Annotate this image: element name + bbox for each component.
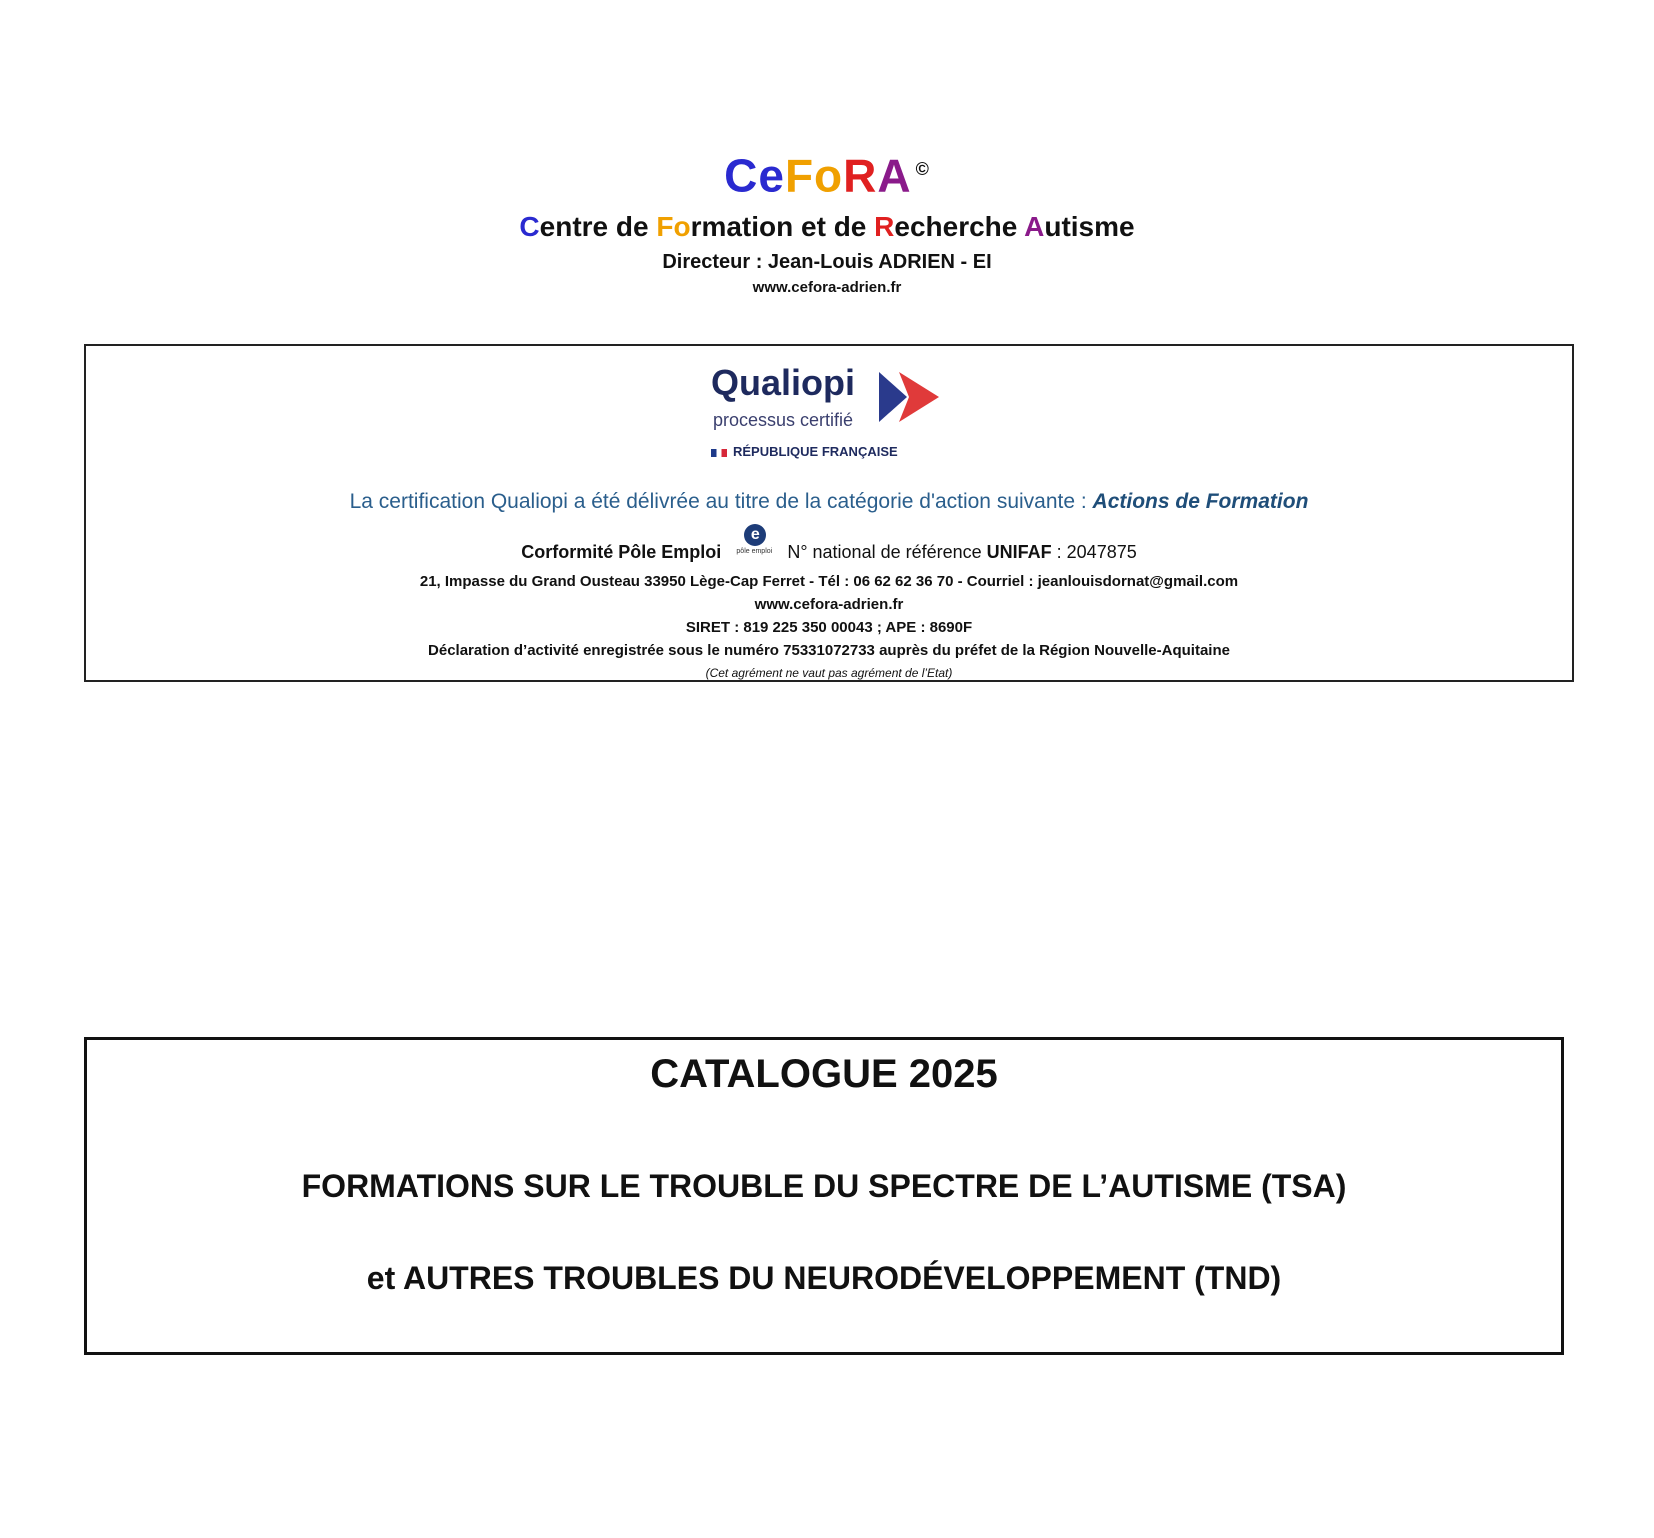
qualiopi-subtitle: processus certifié bbox=[713, 410, 854, 430]
logo-letter-4: R bbox=[843, 149, 878, 202]
republique-label: RÉPUBLIQUE FRANÇAISE bbox=[711, 444, 898, 459]
website-link-top[interactable]: www.cefora-adrien.fr bbox=[752, 279, 902, 297]
catalogue-title: CATALOGUE 2025 bbox=[650, 1052, 998, 1096]
subtitle-run-1: entre de bbox=[539, 211, 657, 243]
document-header bbox=[0, 140, 1654, 300]
pole-emploi-icon: e pôle emploi bbox=[736, 526, 773, 555]
subtitle-run-6: A bbox=[1024, 211, 1045, 243]
address-line: 21, Impasse du Grand Ousteau 33950 Lège-Cap Ferret - Tél : 06 62 62 36 70 - Courriel : jeanlouisdornat@gmail.com bbox=[419, 573, 1239, 590]
subtitle-run-3: rmation et de bbox=[690, 211, 875, 243]
catalogue-box bbox=[84, 1037, 1564, 1355]
copyright-mark: © bbox=[915, 159, 930, 179]
action-category: Actions de Formation bbox=[1092, 490, 1309, 513]
declaration-line: Déclaration d’activité enregistrée sous le numéro 75331072733 auprès du préfet de la Région Nouvelle-Aquitaine bbox=[428, 642, 1230, 659]
agreement-note: (Cet agrément ne vaut pas agrément de l’Etat) bbox=[705, 666, 953, 680]
qualiopi-word: Qualiopi bbox=[711, 362, 855, 403]
reference-value: : 2047875 bbox=[1051, 541, 1137, 562]
contact-block bbox=[86, 570, 1572, 685]
logo-letter-2: F bbox=[784, 149, 815, 202]
siret-line: SIRET : 819 225 350 00043 ; APE : 8690F bbox=[685, 619, 973, 636]
website-link[interactable]: www.cefora-adrien.fr bbox=[754, 596, 904, 613]
logo-letter-3: o bbox=[814, 149, 844, 202]
conformity-line bbox=[86, 526, 1572, 568]
logo-letter-1: e bbox=[758, 149, 785, 202]
cefora-logo bbox=[0, 140, 1654, 204]
conformity-label: Corformité Pôle Emploi bbox=[521, 541, 722, 562]
subtitle-run-2: Fo bbox=[656, 211, 691, 243]
organization-full-name bbox=[0, 208, 1654, 246]
french-flag-icon bbox=[711, 449, 727, 457]
subtitle-run-4: R bbox=[874, 211, 895, 243]
logo-letter-0: C bbox=[724, 149, 759, 202]
catalogue-subtitle-tsa: FORMATIONS SUR LE TROUBLE DU SPECTRE DE L’AUTISME (TSA) bbox=[301, 1168, 1347, 1204]
qualiopi-logo bbox=[681, 356, 971, 468]
reference-org: UNIFAF bbox=[986, 541, 1052, 562]
catalogue-subtitle-tnd: et AUTRES TROUBLES DU NEURODÉVELOPPEMENT (TND) bbox=[366, 1260, 1282, 1296]
reference-label: N° national de référence bbox=[787, 541, 987, 562]
subtitle-run-7: utisme bbox=[1044, 211, 1135, 243]
certification-box bbox=[84, 344, 1574, 682]
certification-statement: La certification Qualiopi a été délivrée au titre de la catégorie d'action suivante : Actions de Formation bbox=[349, 490, 1309, 513]
subtitle-run-0: C bbox=[519, 211, 540, 243]
qualiopi-arrows-icon bbox=[879, 370, 941, 424]
subtitle-run-5: echerche bbox=[894, 211, 1025, 243]
director-line: Directeur : Jean-Louis ADRIEN - EI bbox=[662, 251, 992, 274]
logo-letter-5: A bbox=[877, 149, 912, 202]
logo-text bbox=[724, 149, 912, 201]
